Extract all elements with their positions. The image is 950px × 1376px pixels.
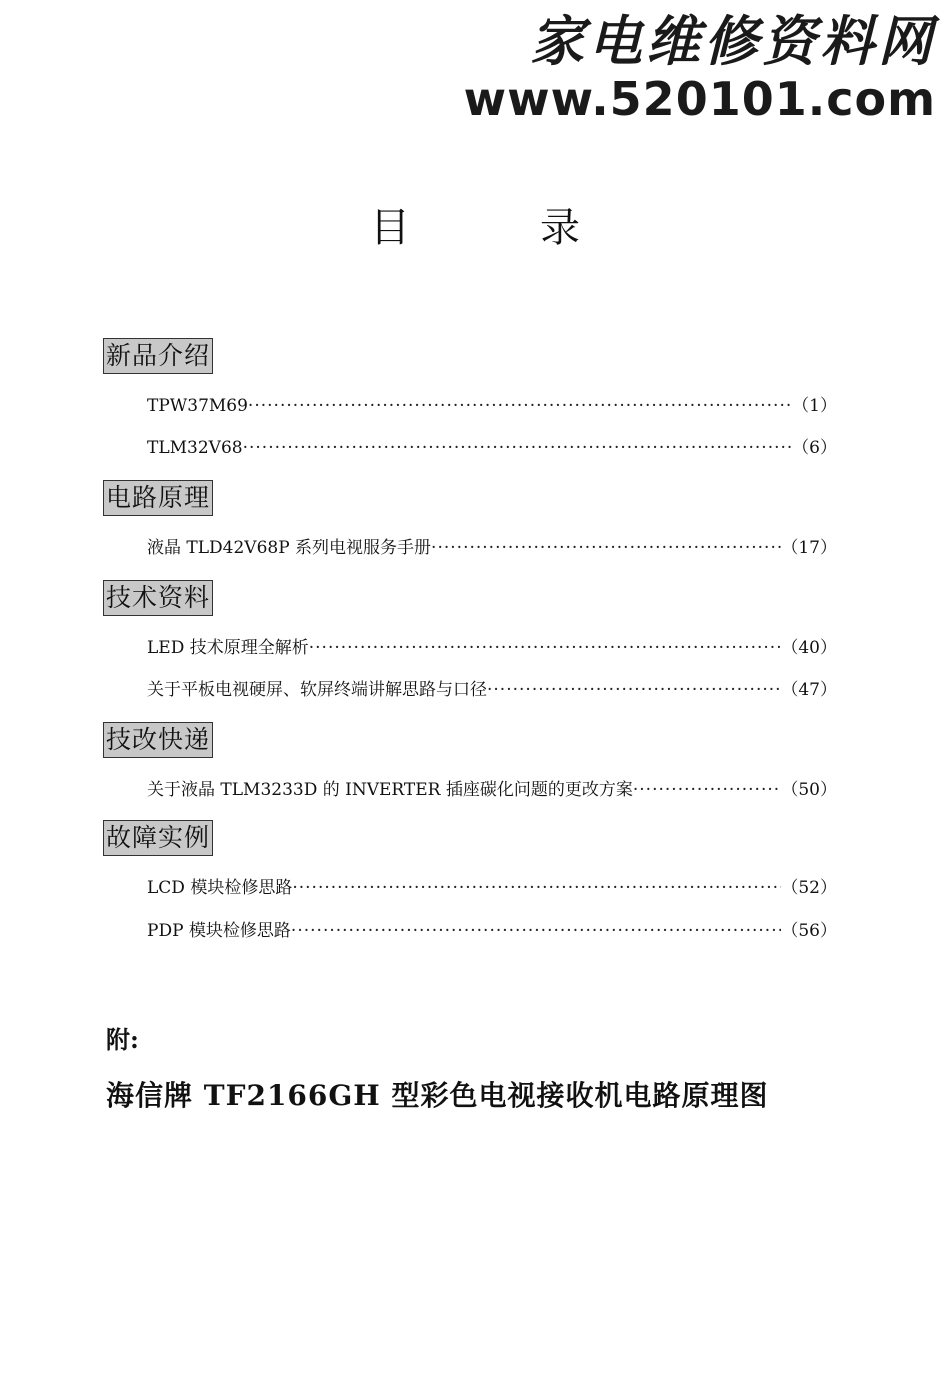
toc-section-new-products bbox=[103, 338, 863, 374]
toc-entry-title: 液晶 TLD42V68P 系列电视服务手册 bbox=[147, 538, 432, 558]
toc-section-tech-changes bbox=[103, 722, 863, 758]
toc-leader-dots bbox=[248, 394, 792, 418]
toc-entry[interactable] bbox=[147, 436, 837, 460]
section-heading: 故障实例 bbox=[103, 820, 213, 856]
section-heading: 技改快递 bbox=[103, 722, 213, 758]
site-watermark bbox=[416, 8, 936, 124]
toc-leader-dots bbox=[633, 778, 781, 802]
section-heading: 技术资料 bbox=[103, 580, 213, 616]
section-heading: 电路原理 bbox=[103, 480, 213, 516]
toc-entry[interactable] bbox=[147, 536, 837, 560]
toc-leader-dots bbox=[487, 678, 781, 702]
toc-entry[interactable] bbox=[147, 636, 837, 660]
toc-entry[interactable] bbox=[147, 876, 837, 900]
toc-entry[interactable] bbox=[147, 394, 837, 418]
toc-entry-title: TLM32V68 bbox=[147, 438, 243, 458]
toc-leader-dots bbox=[292, 876, 781, 900]
toc-section-circuit-principle bbox=[103, 480, 863, 516]
toc-entry-page: （17） bbox=[781, 538, 837, 558]
watermark-title: 家电维修资料网 bbox=[530, 9, 936, 73]
toc-section-tech-info bbox=[103, 580, 863, 616]
toc-entry-page: （1） bbox=[792, 396, 837, 416]
toc-entry-title: 关于液晶 TLM3233D 的 INVERTER 插座碳化问题的更改方案 bbox=[147, 780, 633, 800]
toc-section-fault-cases bbox=[103, 820, 863, 856]
toc-entry-title: TPW37M69 bbox=[147, 396, 248, 416]
section-heading: 新品介绍 bbox=[103, 338, 213, 374]
toc-entry-page: （6） bbox=[792, 438, 837, 458]
page-title: 目录 bbox=[370, 205, 710, 251]
toc-entry-title: 关于平板电视硬屏、软屏终端讲解思路与口径 bbox=[147, 680, 487, 700]
toc-leader-dots bbox=[431, 536, 781, 560]
toc-entry-title: PDP 模块检修思路 bbox=[147, 921, 291, 941]
toc-entry-title: LED 技术原理全解析 bbox=[147, 638, 309, 658]
watermark-url: www.520101.com bbox=[463, 72, 936, 126]
toc-leader-dots bbox=[243, 436, 793, 460]
toc-entry[interactable] bbox=[147, 778, 837, 802]
toc-entry[interactable] bbox=[147, 919, 837, 943]
toc-entry-page: （47） bbox=[781, 680, 837, 700]
toc-entry-page: （40） bbox=[781, 638, 837, 658]
toc-entry-page: （50） bbox=[781, 780, 837, 800]
appendix-label: 附: bbox=[106, 1025, 139, 1054]
toc-entry-page: （52） bbox=[781, 878, 837, 898]
toc-entry-title: LCD 模块检修思路 bbox=[147, 878, 293, 898]
appendix-title: 海信牌 TF2166GH 型彩色电视接收机电路原理图 bbox=[106, 1079, 769, 1112]
toc-leader-dots bbox=[309, 636, 782, 660]
toc-leader-dots bbox=[291, 919, 781, 943]
toc-entry[interactable] bbox=[147, 678, 837, 702]
toc-entry-page: （56） bbox=[781, 921, 837, 941]
